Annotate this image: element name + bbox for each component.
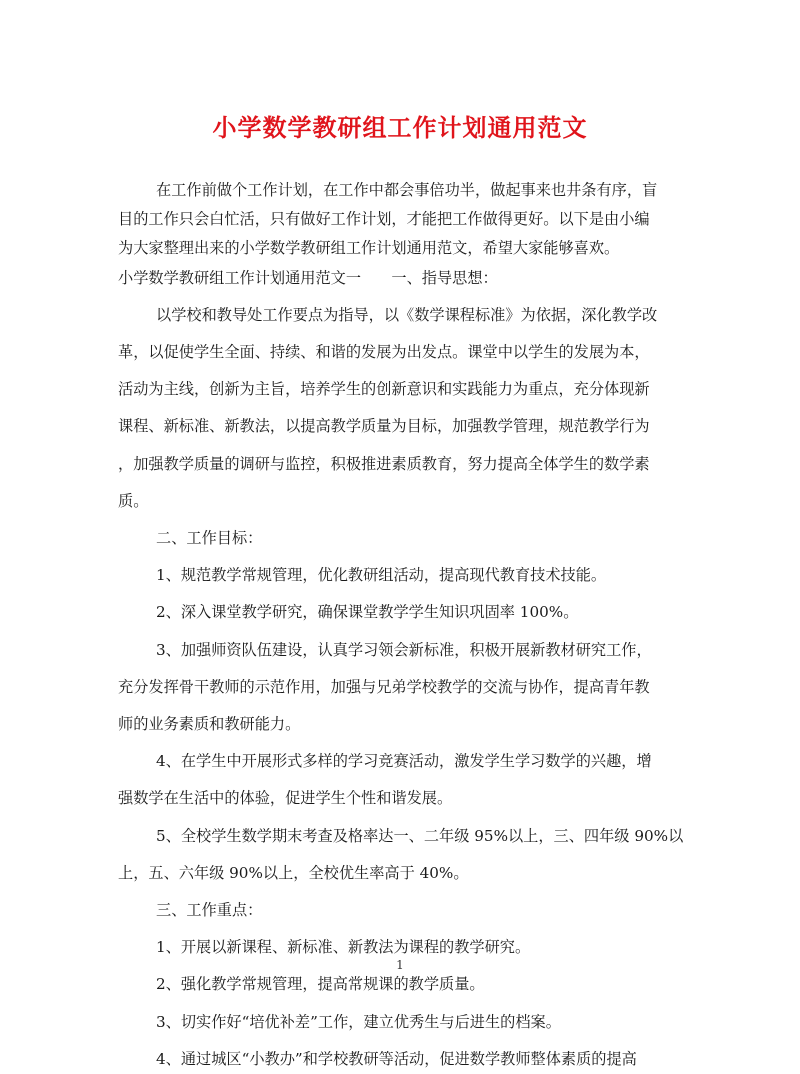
paragraph-line: 强数学在生活中的体验，促进学生个性和谐发展。 — [118, 789, 453, 808]
list-item: 4、通过城区“小教办”和学校教研等活动，促进数学教师整体素质的提高 — [156, 1049, 637, 1068]
list-item: 1、开展以新课程、新标准、新教法为课程的教学研究。 — [156, 938, 531, 957]
list-item: 2、深入课堂教学研究，确保课堂教学学生知识巩固率 100%。 — [156, 603, 579, 622]
paragraph-line: 课程、新标准、新教法，以提高教学质量为目标，加强教学管理，规范教学行为 — [118, 417, 650, 436]
paragraph-line: 充分发挥骨干教师的示范作用，加强与兄弟学校教学的交流与协作，提高青年教 — [118, 677, 650, 696]
paragraph-line: 师的业务素质和教研能力。 — [118, 715, 301, 734]
document-body — [118, 176, 688, 1074]
paragraph-line: 上，五、六年级 90%以上，全校优生率高于 40%。 — [118, 863, 469, 882]
paragraph-line: 以学校和教导处工作要点为指导，以《数学课程标准》为依据，深化教学改 — [156, 305, 658, 324]
section-heading: 三、工作重点： — [156, 901, 263, 920]
page-number: 1 — [396, 958, 404, 972]
paragraph-line: 目的工作只会白忙活，只有做好工作计划，才能把工作做得更好。以下是由小编 — [118, 210, 650, 229]
document-title: 小学数学教研组工作计划通用范文 — [212, 113, 588, 142]
list-item: 3、加强师资队伍建设，认真学习领会新标准，积极开展新教材研究工作， — [156, 640, 652, 659]
paragraph-line: ，加强教学质量的调研与监控，积极推进素质教育，努力提高全体学生的数学素 — [118, 454, 650, 473]
list-item: 1、规范教学常规管理，优化教研组活动，提高现代教育技术技能。 — [156, 566, 607, 585]
paragraph-line: 革，以促使学生全面、持续、和谐的发展为出发点。课堂中以学生的发展为本， — [118, 343, 650, 362]
list-item: 3、切实作好“培优补差”工作，建立优秀生与后进生的档案。 — [156, 1012, 561, 1031]
paragraph-line: 为大家整理出来的小学数学教研组工作计划通用范文，希望大家能够喜欢。 — [118, 239, 620, 258]
paragraph-line: 在工作前做个工作计划，在工作中都会事倍功半，做起事来也井条有序，盲 — [156, 181, 658, 199]
paragraph-line: 活动为主线，创新为主旨，培养学生的创新意识和实践能力为重点，充分体现新 — [118, 380, 650, 399]
list-item: 5、全校学生数学期末考查及格率达一、二年级 95%以上，三、四年级 90%以 — [156, 826, 684, 845]
paragraph-line: 质。 — [118, 491, 149, 510]
list-item: 2、强化教学常规管理，提高常规课的教学质量。 — [156, 975, 485, 994]
list-item: 4、在学生中开展形式多样的学习竞赛活动，激发学生学习数学的兴趣，增 — [156, 752, 652, 771]
section-heading-line: 小学数学教研组工作计划通用范文一 一、指导思想： — [118, 268, 498, 287]
section-heading: 二、工作目标： — [156, 529, 263, 548]
